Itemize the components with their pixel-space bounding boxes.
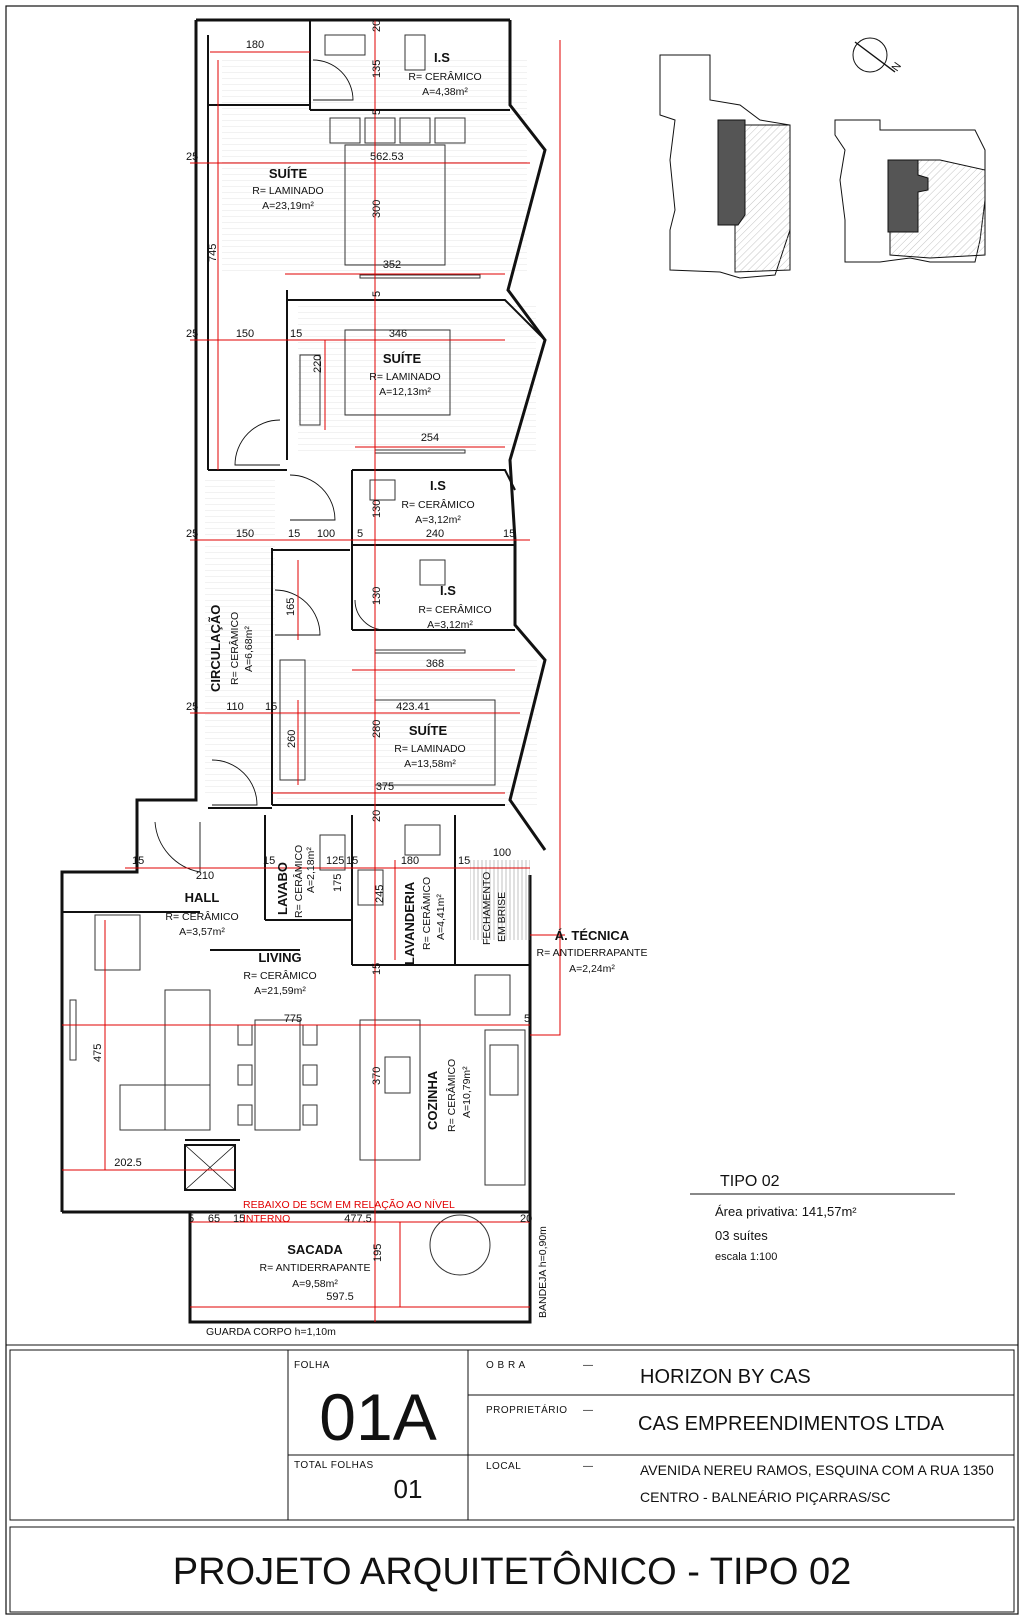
door-swing [155, 822, 200, 872]
dim-text: 125 [326, 855, 345, 867]
chair [238, 1105, 252, 1125]
dim-text: 220 [312, 354, 324, 373]
dim-text: 100 [316, 528, 336, 540]
toilet [370, 480, 395, 500]
room-name-suite2: SUÍTE [382, 351, 422, 366]
unit-title: TIPO 02 [720, 1173, 780, 1190]
dim-text: 25 [186, 701, 199, 713]
north-label: N [889, 60, 905, 74]
dim-text: 25 [186, 151, 199, 163]
obra-label: O B R A [486, 1360, 526, 1371]
drawing-title: PROJETO ARQUITETÔNICO - TIPO 02 [172, 1551, 852, 1593]
dim-text: 15 [288, 528, 301, 540]
room-name-is1: I.S [434, 50, 450, 65]
room-name-sacada: SACADA [287, 1242, 343, 1257]
obra-dash: — [583, 1360, 594, 1371]
dim-text: 165 [285, 597, 297, 616]
room-name-suite1: SUÍTE [268, 166, 308, 181]
room-finish-living: R= CERÂMICO [243, 970, 317, 982]
room-finish-is2: R= CERÂMICO [401, 499, 475, 511]
dim-text: 15 [290, 328, 303, 340]
door-swing [290, 475, 335, 520]
dim-text: 15 [503, 528, 516, 540]
suite3-floor [277, 660, 537, 805]
room-name-suite3: SUÍTE [408, 723, 448, 738]
proprietario-value: CAS EMPREENDIMENTOS LTDA [638, 1413, 944, 1435]
room-finish-sacada: R= ANTIDERRAPANTE [259, 1262, 371, 1274]
windows [375, 650, 465, 653]
room-name-hall: HALL [184, 890, 220, 905]
note-rebaixo-line1: REBAIXO DE 5CM EM RELAÇÃO AO NÍVEL [243, 1199, 455, 1211]
dim-text: 20 [520, 1213, 533, 1225]
room-name-is2: I.S [430, 478, 446, 493]
dim-text: 15 [263, 855, 276, 867]
dining-table [255, 1020, 300, 1130]
room-area-atecnica: A=2,24m² [569, 963, 615, 975]
local-dash: — [583, 1461, 594, 1472]
armchair [95, 915, 140, 970]
room-name-circulation: CIRCULAÇÃO [208, 604, 223, 692]
room-name-lavabo: LAVABO [275, 862, 290, 915]
dim-text: 240 [425, 528, 445, 540]
note-guarda-corpo: GUARDA CORPO h=1,10m [206, 1326, 336, 1338]
room-area-is3: A=3,12m² [427, 619, 473, 631]
room-finish-is1: R= CERÂMICO [408, 71, 482, 83]
vanity [325, 35, 365, 55]
chair [303, 1065, 317, 1085]
dim-text: 368 [425, 658, 445, 670]
room-area-living: A=21,59m² [254, 985, 306, 997]
dim-text: 5 [371, 290, 383, 297]
title-block [10, 1350, 1014, 1612]
note-fechamento-line2: EM BRISE [496, 891, 508, 942]
dim-text: 20 [371, 19, 383, 32]
room-finish-hall: R= CERÂMICO [165, 911, 239, 923]
door-swing [235, 420, 280, 465]
unit-suites: 03 suítes [715, 1228, 768, 1243]
dim-text: 130 [371, 499, 383, 518]
room-area-sacada: A=9,58m² [292, 1278, 338, 1290]
dim-text: 150 [235, 328, 255, 340]
dim-text: 5 [357, 528, 364, 540]
windows [360, 275, 480, 278]
dim-text: 150 [235, 528, 255, 540]
local-line2: CENTRO - BALNEÁRIO PIÇARRAS/SC [640, 1489, 891, 1505]
room-area-cozinha: A=10,79m² [461, 1066, 473, 1118]
room-area-circulation: A=6,68m² [243, 626, 255, 672]
chair [303, 1025, 317, 1045]
room-area-suite2: A=12,13m² [379, 386, 431, 398]
dim-text: 745 [207, 243, 219, 262]
floor-plan [62, 20, 647, 1338]
room-name-is3: I.S [440, 583, 456, 598]
dim-text: 245 [374, 884, 386, 903]
dim-text: 210 [195, 870, 215, 882]
total-folhas-value: 01 [393, 1474, 423, 1504]
fridge [475, 975, 510, 1015]
room-name-cozinha: COZINHA [425, 1070, 440, 1130]
dim-text: 15 [265, 701, 278, 713]
dim-text: 180 [245, 39, 265, 51]
room-finish-circulation: R= CERÂMICO [229, 611, 241, 685]
total-folhas-label: TOTAL FOLHAS [294, 1460, 374, 1471]
dim-text: 15 [458, 855, 471, 867]
dim-text: 423.41 [396, 701, 430, 713]
chair [238, 1065, 252, 1085]
room-finish-cozinha: R= CERÂMICO [446, 1058, 458, 1132]
dim-text: 202.5 [114, 1157, 142, 1169]
dim-text: 25 [186, 328, 199, 340]
dim-text: 280 [371, 719, 383, 738]
dim-text: 254 [420, 432, 440, 444]
folha-label: FOLHA [294, 1360, 330, 1371]
room-finish-lavanderia: R= CERÂMICO [421, 876, 433, 950]
note-fechamento-line1: FECHAMENTO [481, 871, 493, 945]
chair [303, 1105, 317, 1125]
dim-text: 370 [371, 1066, 383, 1085]
sofa [165, 990, 210, 1130]
dim-text: 20 [371, 809, 383, 822]
dim-text: 15 [233, 1213, 246, 1225]
dim-text: 5 [188, 1213, 195, 1225]
dim-text: 175 [332, 873, 344, 892]
dim-text: 110 [226, 701, 244, 713]
room-name-living: LIVING [258, 950, 302, 965]
note-bandeja: BANDEJA h=0,90m [537, 1226, 549, 1318]
local-label: LOCAL [486, 1461, 522, 1472]
room-area-is2: A=3,12m² [415, 514, 461, 526]
note-rebaixo-line2: INTERNO [243, 1213, 291, 1225]
dim-text: 5 [371, 108, 383, 115]
dim-text: 15 [132, 855, 145, 867]
proprietario-dash: — [583, 1405, 594, 1416]
key-plan-right [835, 120, 985, 262]
outer-wall-left [62, 20, 199, 1212]
toilet [420, 560, 445, 585]
room-finish-lavabo: R= CERÂMICO [293, 844, 305, 918]
room-area-suite3: A=13,58m² [404, 758, 456, 770]
obra-value: HORIZON BY CAS [640, 1366, 811, 1388]
dim-text: 300 [371, 199, 383, 218]
folha-value: 01A [319, 1380, 437, 1454]
room-finish-suite2: R= LAMINADO [369, 371, 441, 383]
room-area-is1: A=4,38m² [422, 86, 468, 98]
dim-text: 477.5 [344, 1213, 372, 1225]
north-arrow-icon [853, 38, 904, 74]
dim-text: 25 [186, 528, 199, 540]
room-finish-suite3: R= LAMINADO [394, 743, 466, 755]
sliding-door [70, 1000, 76, 1060]
dim-text: 135 [371, 59, 383, 78]
chair [238, 1025, 252, 1045]
dim-text: 562.53 [370, 151, 404, 163]
dim-text: 597.5 [326, 1291, 354, 1303]
room-name-atecnica: Á. TÉCNICA [554, 928, 630, 943]
dim-text: 346 [388, 328, 408, 340]
dim-text: 352 [382, 259, 402, 271]
dim-text: 375 [375, 781, 395, 793]
sink [490, 1045, 518, 1095]
unit-area: Área privativa: 141,57m² [715, 1204, 857, 1219]
dim-text: 65 [207, 1213, 221, 1225]
dim-text: 775 [283, 1013, 303, 1025]
room-area-lavanderia: A=4,41m² [435, 894, 447, 940]
counter [485, 1030, 525, 1185]
local-line1: AVENIDA NEREU RAMOS, ESQUINA COM A RUA 1350 [640, 1462, 994, 1478]
kitchen-island [360, 1020, 420, 1160]
dim-text: 15 [346, 855, 359, 867]
dim-text: 130 [371, 586, 383, 605]
cooktop [385, 1057, 410, 1093]
room-name-lavanderia: LAVANDERIA [402, 881, 417, 965]
room-finish-is3: R= CERÂMICO [418, 604, 492, 616]
proprietario-label: PROPRIETÁRIO [486, 1405, 568, 1416]
dim-text: 475 [92, 1043, 104, 1062]
dim-text: 260 [286, 729, 298, 748]
dim-text: 15 [371, 962, 383, 975]
dining-table-round [430, 1215, 490, 1275]
key-plan-left [660, 55, 790, 278]
laundry-tank [405, 825, 440, 855]
room-finish-suite1: R= LAMINADO [252, 185, 324, 197]
unit-scale: escala 1:100 [715, 1251, 778, 1263]
dim-text: 5 [524, 1013, 531, 1025]
dim-text: 180 [400, 855, 420, 867]
room-finish-atecnica: R= ANTIDERRAPANTE [536, 947, 648, 959]
room-area-suite1: A=23,19m² [262, 200, 314, 212]
room-area-hall: A=3,57m² [179, 926, 225, 938]
dim-text: 100 [492, 847, 512, 859]
room-area-lavabo: A=2,18m² [305, 847, 317, 893]
unit-info [690, 1173, 955, 1263]
dim-text: 195 [372, 1243, 384, 1262]
